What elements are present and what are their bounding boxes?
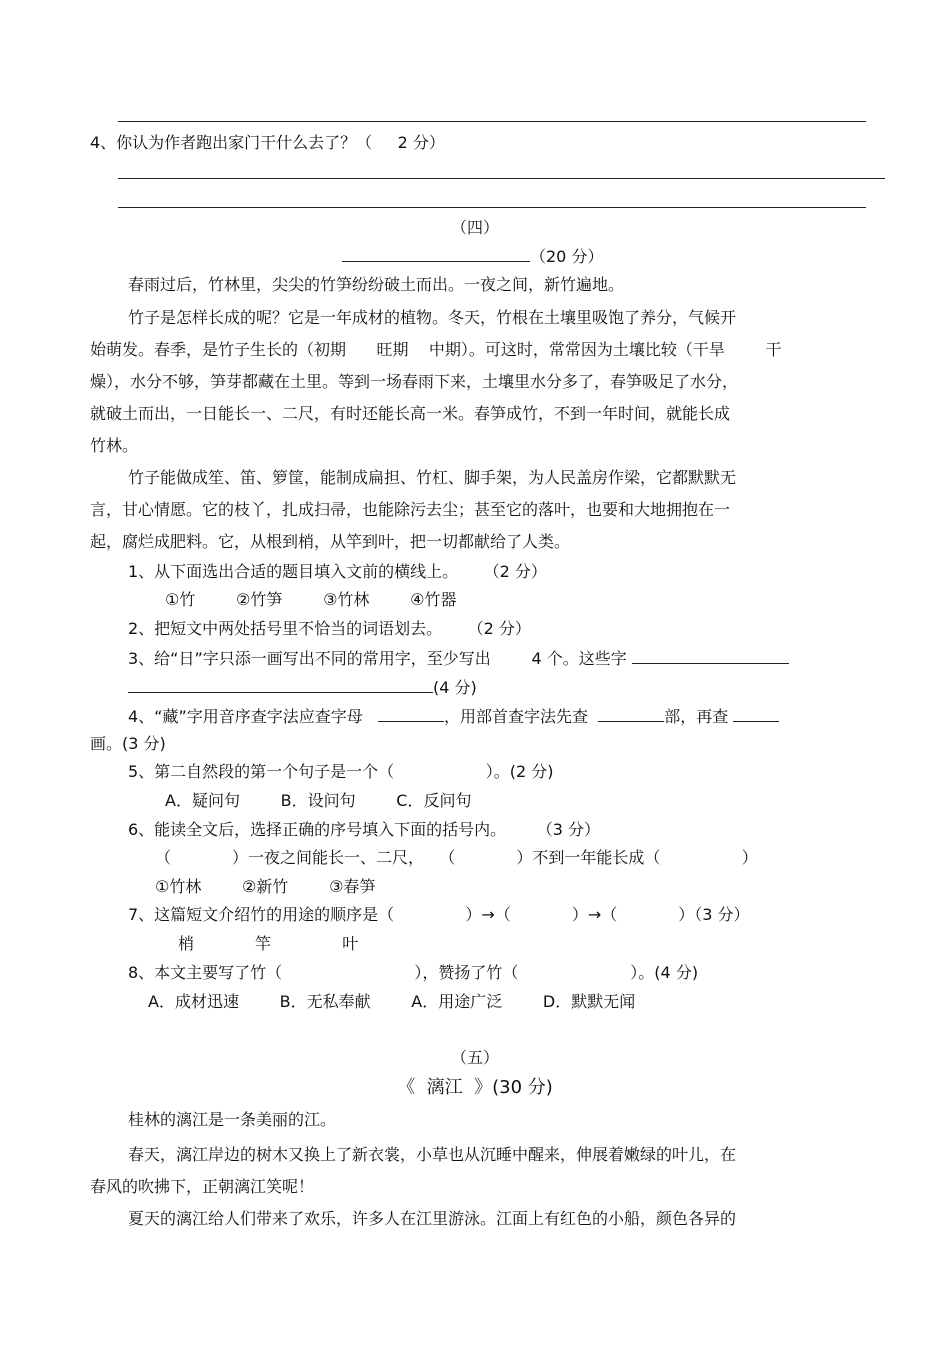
paragraph-line: 桂林的漓江是一条美丽的江。: [128, 1110, 337, 1129]
paragraph-line: 言，甘心情愿。它的枝丫，扎成扫帚，也能除污去尘；甚至它的落叶，也要和大地拥抱在一: [90, 500, 731, 519]
title-score: （20 分）: [530, 247, 604, 266]
section-5-title: 《 漓江 》(30 分): [397, 1077, 553, 1098]
question-text: 3、给“日”字只添一画写出不同的常用字，至少写出 4 个。这些字: [128, 649, 627, 668]
paragraph-line: 夏天的漓江给人们带来了欢乐，许多人在江里游泳。江面上有红色的小船，颜色各异的: [128, 1209, 737, 1228]
question-4-3: [128, 647, 789, 669]
paragraph-line: 春雨过后，竹林里，尖尖的竹笋纷纷破土而出。一夜之间，新竹遍地。: [128, 275, 625, 294]
question-4-4: [128, 705, 779, 727]
question-4-7-options: 梢 竿 叶: [178, 934, 359, 953]
answer-line[interactable]: [118, 178, 885, 179]
answer-blank[interactable]: [378, 705, 444, 722]
answer-line[interactable]: [118, 207, 866, 208]
question-4-5-options: A．疑问句 B．设问句 C．反问句: [165, 791, 472, 810]
section-5-heading: （五）: [450, 1048, 499, 1067]
section-4-heading: （四）: [450, 218, 499, 237]
question-text: 部，再查: [664, 707, 729, 726]
question-3-4: 4、你认为作者跑出家门干什么去了？（ 2 分）: [90, 133, 445, 152]
question-4-7: 7、这篇短文介绍竹的用途的顺序是（ ）→（ ）→（ ）（3 分）: [128, 905, 750, 924]
answer-blank[interactable]: [128, 676, 433, 693]
question-4-5: 5、第二自然段的第一个句子是一个（ ）。(2 分): [128, 762, 554, 781]
paragraph-line: 春天，漓江岸边的树木又换上了新衣裳，小草也从沉睡中醒来，伸展着嫩绿的叶儿，在: [128, 1145, 737, 1164]
question-4-8: 8、本文主要写了竹（ ），赞扬了竹（ ）。(4 分): [128, 963, 699, 982]
paragraph-line: 竹林。: [90, 436, 139, 455]
question-text: ，用部首查字法先查: [444, 707, 589, 726]
paragraph-line: 燥），水分不够，笋芽都藏在土里。等到一场春雨下来，土壤里水分多了，春笋吸足了水分，: [90, 372, 739, 391]
question-4-4-cont: 画。(3 分): [90, 734, 166, 753]
paragraph-line: 始萌发。春季，是竹子生长的（初期 旺期 中期）。可这时，常常因为土壤比较（干旱 干: [90, 340, 782, 359]
question-4-1-options: ①竹 ②竹笋 ③竹林 ④竹器: [165, 590, 457, 609]
question-4-2: 2、把短文中两处括号里不恰当的词语划去。 （2 分）: [128, 619, 531, 638]
paragraph-line: 就破土而出，一日能长一、二尺，有时还能长高一米。春笋成竹，不到一年时间，就能长成: [90, 404, 731, 423]
question-4-1: 1、从下面选出合适的题目填入文前的横线上。 （2 分）: [128, 562, 547, 581]
question-4-6-options: ①竹林 ②新竹 ③春笋: [155, 877, 376, 896]
answer-blank[interactable]: [733, 705, 779, 722]
question-4-3-cont: [128, 676, 477, 698]
question-4-6: 6、能读全文后，选择正确的序号填入下面的括号内。 （3 分）: [128, 820, 600, 839]
section-4-title: [342, 245, 603, 267]
question-4-8-options: A．成材迅速 B．无私奉献 A．用途广泛 D．默默无闻: [148, 992, 636, 1011]
paragraph-line: 竹子能做成笙、笛、箩筐，能制成扁担、竹杠、脚手架，为人民盖房作梁，它都默默无: [128, 468, 737, 487]
answer-blank[interactable]: [632, 647, 789, 664]
question-score: (4 分): [433, 678, 477, 697]
answer-line[interactable]: [118, 121, 866, 122]
paragraph-line: 起，腐烂成肥料。它，从根到梢，从竿到叶，把一切都献给了人类。: [90, 532, 571, 551]
title-blank[interactable]: [342, 245, 530, 262]
question-4-6-blanks: （ ）一夜之间能长一、二尺， （ ）不到一年能长成（ ）: [155, 848, 758, 867]
question-text: 4、“藏”字用音序查字法应查字母: [128, 707, 363, 726]
answer-blank[interactable]: [598, 705, 664, 722]
paragraph-line: 竹子是怎样长成的呢？它是一年成材的植物。冬天，竹根在土壤里吸饱了养分，气候开: [128, 308, 737, 327]
paragraph-line: 春风的吹拂下，正朝漓江笑呢！: [90, 1177, 315, 1196]
